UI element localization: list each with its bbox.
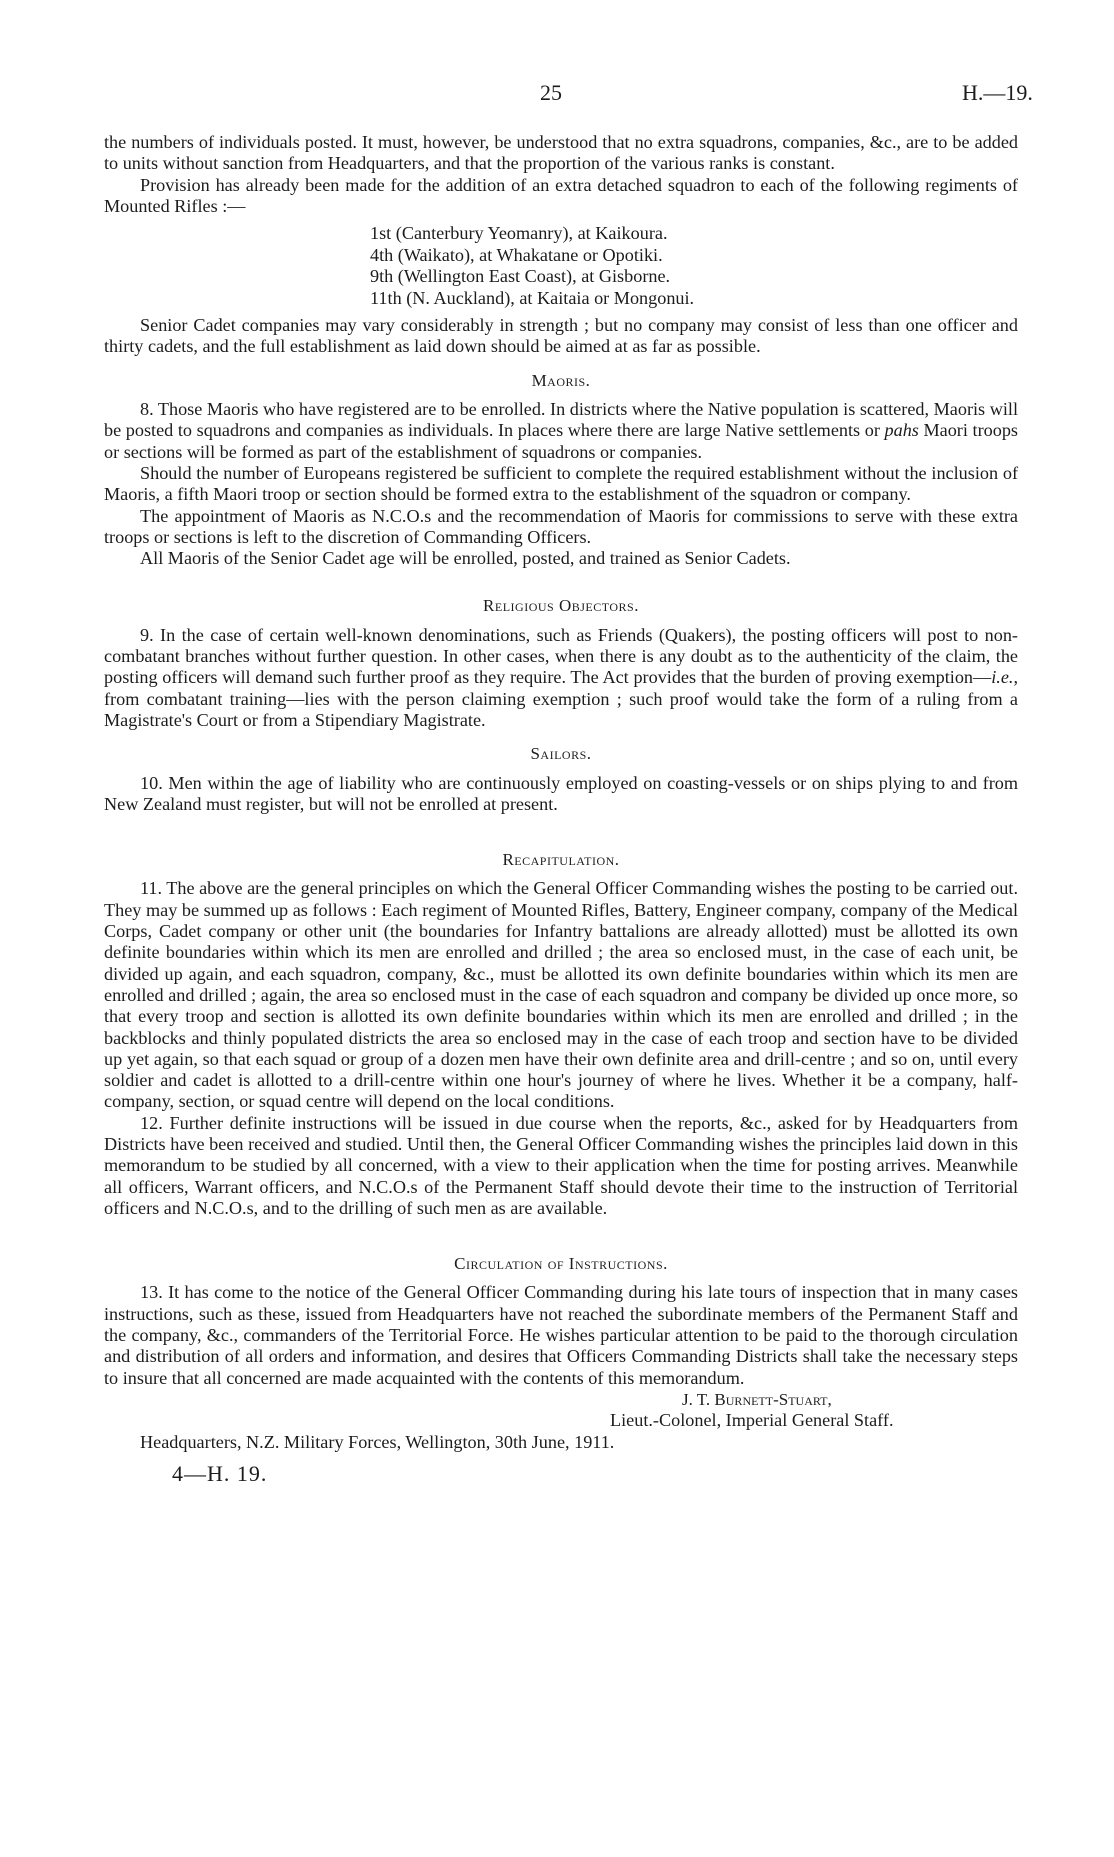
provision-paragraph: Provision has already been made for the addition of an extra detached squadron to each of the following regiments of Mounted Rifles :—	[104, 174, 1018, 216]
religious-objectors-heading: Religious Objectors.	[483, 596, 639, 616]
document-reference: H.—19.	[962, 80, 1033, 105]
regiment-item: 4th (Waikato), at Whakatane or Opotiki.	[370, 244, 663, 265]
dateline: Headquarters, N.Z. Military Forces, Wellington, 30th June, 1911.	[140, 1431, 615, 1452]
ie-term: i.e.	[991, 667, 1014, 688]
pahs-term: pahs	[884, 420, 919, 441]
circulation-heading: Circulation of Instructions.	[454, 1254, 668, 1274]
page-number: 25	[540, 80, 562, 105]
regiment-item: 9th (Wellington East Coast), at Gisborne.	[370, 266, 671, 287]
recap-paragraph-11: 11. The above are the general principles on which the General Officer Commanding wishes the posting to be carried out. They may be summed up as follows : Each regiment of Mounted Rifles, Battery, Engineer company, company of the Medical Corps, Cadet company or other unit (the boundaries for Infantry battalions are already allotted) must be allotted its own definite boundaries within which its men are enrolled and drilled ; the area so enclosed must, in the case of each unit, be divided up again, and each squadron, company, &c., must be allotted its own definite boundaries within which its men are enrolled and drilled ; again, the area so enclosed must in the case of each squadron and company be divided up once more, so that every troop and section is allotted its own definite boundaries within which its men are enrolled and drilled ; in the backblocks and thinly populated districts the area so enclosed may in the case of each troop and section have to be divided up yet again, so that each squad or group of a dozen men have their own definite area and drill-centre ; and so on, until every soldier and cadet is allotted to a drill-centre within one hour's journey of where he lives. Whether it be a company, half-company, section, or squad centre will depend on the local conditions.	[104, 878, 1018, 1112]
religious-paragraph-9: 9. In the case of certain well-known denominations, such as Friends (Quakers), the posting officers will post to non-combatant branches without further question. In other cases, when there is any doubt as to the authenticity of the claim, the posting officers will demand such further proof as they require. The Act provides that the burden of proving exemption—i.e., from combatant training—lies with the person claiming exemption ; such proof would take the form of a ruling from a Magistrate's Court or from a Stipendiary Magistrate.	[104, 624, 1018, 730]
circulation-paragraph-13: 13. It has come to the notice of the General Officer Commanding during his late tours of inspection that in many cases instructions, such as these, issued from Headquarters have not reached the subordinate members of the Permanent Staff and the company, &c., commanders of the Territorial Force. He wishes particular attention to be paid to the thorough circulation and distribution of all orders and information, and desires that Officers Commanding Districts shall take the necessary steps to insure that all concerned are made acquainted with the contents of this memorandum.	[104, 1282, 1018, 1388]
intro-paragraph: the numbers of individuals posted. It must, however, be understood that no extra squadrons, companies, &c., are to be added to units without sanction from Headquarters, and that the proportion of the various ranks is constant.	[104, 132, 1018, 174]
maoris-nco-paragraph: The appointment of Maoris as N.C.O.s and the recommendation of Maoris for commissions to serve with these extra troops or sections is left to the discretion of Commanding Officers.	[104, 505, 1018, 547]
page-header	[0, 70, 1114, 110]
sailors-paragraph-10: 10. Men within the age of liability who are continuously employed on coasting-vessels or on ships plying to and from New Zealand must register, but will not be enrolled at present.	[104, 772, 1018, 814]
senior-cadet-paragraph: Senior Cadet companies may vary considerably in strength ; but no company may consist of less than one officer and thirty cadets, and the full establishment as laid down should be aimed at as far as possible.	[104, 315, 1018, 357]
signatory-title: Lieut.-Colonel, Imperial General Staff.	[610, 1410, 894, 1431]
maoris-heading: Maoris.	[531, 370, 591, 390]
footer-reference: 4—H. 19.	[172, 1460, 268, 1486]
signatory-name: J. T. Burnett-Stuart,	[682, 1389, 832, 1409]
maoris-cadets-paragraph: All Maoris of the Senior Cadet age will be enrolled, posted, and trained as Senior Cadets.	[140, 548, 791, 569]
sailors-heading: Sailors.	[530, 744, 592, 764]
regiment-item: 1st (Canterbury Yeomanry), at Kaikoura.	[370, 223, 668, 244]
recap-paragraph-12: 12. Further definite instructions will be issued in due course when the reports, &c., asked for by Headquarters from Districts have been received and studied. Until then, the General Officer Commanding wishes the principles laid down in this memorandum to be studied by all concerned, with a view to their application when the time for posting arrives. Meanwhile all officers, Warrant officers, and N.C.O.s of the Permanent Staff should devote their time to the instruction of Territorial officers and N.C.O.s, and to the drilling of such men as are available.	[104, 1112, 1018, 1218]
regiment-item: 11th (N. Auckland), at Kaitaia or Mongonui.	[370, 287, 695, 308]
recapitulation-heading: Recapitulation.	[502, 850, 620, 870]
maoris-europeans-paragraph: Should the number of Europeans registered be sufficient to complete the required establishment without the inclusion of Maoris, a fifth Maori troop or section should be formed extra to the establishment of the squadron or company.	[104, 462, 1018, 505]
maoris-paragraph-8: 8. Those Maoris who have registered are to be enrolled. In districts where the Native population is scattered, Maoris will be posted to squadrons and companies as individuals. In places where there are large Native settlements or pahs Maori troops or sections will be formed as part of the establishment of squadrons or companies.	[104, 399, 1018, 462]
page-body	[104, 132, 1018, 1484]
regiment-list	[370, 223, 1018, 309]
